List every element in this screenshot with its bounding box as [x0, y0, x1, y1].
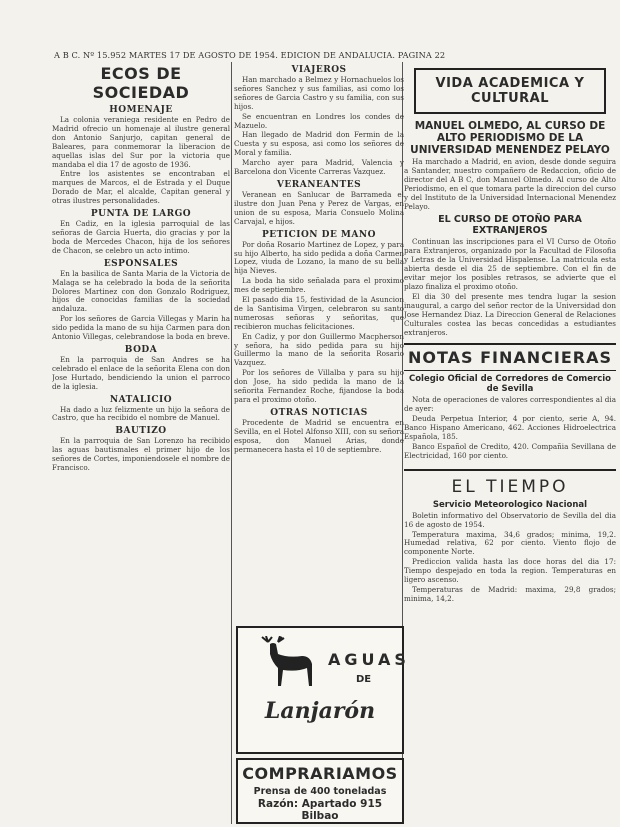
page-header: A B C. Nº 15.952 MARTES 17 DE AGOSTO DE 1954. EDICION DE ANDALUCIA. PAGINA 22 [54, 50, 446, 60]
paragraph: Deuda Perpetua Interior, 4 por ciento, serie A, 94. Banco Hispano Americano, 462. Acciones Hidroelectrica Española, 185. [404, 414, 616, 442]
paragraph: Por los señores de Garcia Villegas y Marin ha sido pedida la mano de su hija Carmen para don Antonio Villegas, celebrandose la boda en breve. [52, 314, 230, 342]
ad-headline: COMPRARIAMOS [242, 764, 398, 783]
aguas-text: AGUAS [328, 650, 410, 669]
paragraph: Por doña Rosario Martinez de Lopez, y para su hijo Alberto, ha sido pedida a doña Carmen Lopez, viuda de Lozano, la mano de su bella hija Nieves. [234, 239, 404, 276]
paragraph: Por los señores de Villalba y para su hijo don Jose, ha sido pedida la mano de la señorita Fernandez Roche, fijandose la boda para el proximo otoño. [234, 368, 404, 404]
paragraph: El dia 30 del presente mes tendra lugar la sesion inaugural, a cargo del señor rector de la Universidad don Jose Hernandez Diaz. La Direccion General de Relaciones Culturales costea las becas concedidas a estudiantes extranjeros. [404, 291, 616, 337]
paragraph: Prediccion valida hasta las doce horas del dia 17: Tiempo despejado en toda la region. Temperaturas en ligero ascenso. [404, 557, 616, 585]
paragraph: Nota de operaciones de valores correspondientes al dia de ayer: [404, 395, 616, 414]
paragraph: Ha dado a luz felizmente un hijo la señora de Castro, que ha recibido el nombre de Manuel. [52, 404, 230, 423]
subhead: BODA [124, 344, 158, 355]
subhead: VIAJEROS [291, 65, 347, 75]
subhead: ESPONSALES [103, 258, 179, 269]
paragraph: El pasado dia 15, festividad de la Asuncion de la Santisima Virgen, celebraron su santo numerosas señoras y señoritas, que recibieron muchas felicitaciones. [234, 295, 404, 331]
culture-column [404, 62, 616, 824]
paragraph: Han llegado de Madrid don Fermin de la Cuesta y su esposa, asi como los señores de Moral y familia. [234, 130, 404, 158]
comprariamos-ad [236, 758, 404, 824]
section-title: ECOS DE SOCIEDAD [92, 64, 190, 102]
travel-column [234, 62, 404, 622]
article-title: MANUEL OLMEDO, AL CURSO DE ALTO PERIODISMO DE LA UNIVERSIDAD MENENDEZ PELAYO [410, 120, 610, 156]
brand-name: Lanjarón [264, 698, 376, 724]
subhead: BAUTIZO [115, 426, 167, 437]
paragraph: Temperatura maxima, 34,6 grados; minima, 19,2. Humedad relativa, 62 por ciento. Viento flojo de componente Norte. [404, 529, 616, 557]
society-column [52, 62, 230, 824]
paragraph: En Cadiz, en la iglesia parroquial de las señoras de Garcia Huerta, dio gracias y por la boda de Mercedes Chacon, hija de los señores de Chacon, se celebro un acto intimo. [52, 219, 230, 255]
paragraph: Marcho ayer para Madrid, Valencia y Barcelona don Vicente Carreras Vazquez. [234, 158, 404, 177]
paragraph: Han marchado a Belmez y Hornachuelos los señores Sanchez y sus familias, asi como los señores de Garcia Castro y su familia, con sus hijos. [234, 75, 404, 111]
article-title: EL CURSO DE OTOÑO PARA EXTRANJEROS [438, 214, 582, 237]
paragraph: En la parroquia de San Andres se ha celebrado el enlace de la señorita Elena con don Jose Hurtado, bendiciendo la union el parroco de la iglesia. [52, 354, 230, 391]
lanjaron-ad [236, 626, 410, 754]
paragraph: Continuan las inscripciones para el VI Curso de Otoño para Extranjeros, organizado por la Facultad de Filosofia y Letras de la Universidad Hispalense. La matricula esta abierta desde el dia 25 de septiembre. Con el fin de evitar mejor los posibles retrasos, se advierte que el plazo finaliza el proximo otoño. [404, 237, 616, 291]
vida-academica-banner: VIDA ACADEMICA Y CULTURAL [414, 68, 606, 114]
paragraph: Banco Español de Credito, 420. Compañia Sevillana de Electricidad, 160 por ciento. [404, 441, 616, 460]
subhead: OTRAS NOTICIAS [270, 407, 368, 418]
subhead: VERANEANTES [276, 179, 362, 190]
notas-financieras-title: NOTAS FINANCIERAS [404, 343, 616, 371]
paragraph: Ha marchado a Madrid, en avion, desde donde seguira a Santander, nuestro compañero de Redaccion, oficio de director del A B C, don Manuel Olmedo. Al curso de Alto Periodismo, en el que tomara parte la direccion del curso y del Instituto de la Universidad Internacional Menendez Pelayo. [404, 157, 616, 211]
el-tiempo-title: EL TIEMPO [404, 469, 616, 497]
subhead: HOMENAJE [109, 105, 173, 115]
column-rule [231, 62, 232, 824]
paragraph: Procedente de Madrid se encuentra en Sevilla, en el Hotel Alfonso XIII, con su señora esposa, don Manuel Arias, donde permanecera hasta el 10 de septiembre. [234, 417, 404, 454]
ad-line: Prensa de 400 toneladas [253, 786, 387, 797]
paragraph: En la basilica de Santa Maria de la Victoria de Malaga se ha celebrado la boda de la señorita Dolores Martinez con don Gonzalo Rodriguez, hijos de conocidas familias de la sociedad andaluza. [52, 268, 230, 314]
paragraph: En Cadiz, y por don Guillermo Macpherson y señora, ha sido pedida para su hijo Guillermo la mano de la señorita Rosario Vazquez. [234, 331, 404, 368]
subhead: NATALICIO [109, 394, 173, 405]
paragraph: Temperaturas de Madrid: maxima, 29,8 grados; minima, 14,2. [404, 585, 616, 603]
subhead: PETICION DE MANO [262, 229, 376, 240]
de-text: DE [356, 674, 372, 685]
ad-line: Razón: Apartado 915 Bilbao [257, 798, 383, 822]
paragraph: Boletin informativo del Observatorio de Sevilla del dia 16 de agosto de 1954. [404, 510, 616, 529]
paragraph: La colonia veraniega residente en Pedro de Madrid ofrecio un homenaje al ilustre general don Antonio Sanjurjo, capitan general de Baleares, para conmemorar la liberacion de aquellas islas del Sur por la victoria que mandaba el dia 17 de agosto de 1936. [52, 115, 230, 169]
paragraph: Se encuentran en Londres los condes de Mazuelo. [234, 111, 404, 130]
paragraph: Entre los asistentes se encontraban el marques de Marcos, el de Estrada y el Duque Dorado de Mar, el alcalde, Capitan general y otras ilustres personalidades. [52, 169, 230, 206]
subhead: PUNTA DE LARGO [90, 209, 192, 220]
paragraph: La boda ha sido señalada para el proximo mes de septiembre. [234, 276, 404, 295]
paragraph: Veranean en Sanlucar de Barrameda el ilustre don Juan Pena y Perez de Vargas, en union de su esposa, Maria Consuelo Molina Carvajal, e hijos. [234, 189, 404, 226]
paragraph: En la parroquia de San Lorenzo ha recibido las aguas bautismales el primer hijo de los señores de Cortes, imponiendosele el nombre de Francisco. [52, 436, 230, 473]
colegio-title: Colegio Oficial de Corredores de Comercio de Sevilla [408, 374, 612, 395]
deer-icon [248, 636, 320, 698]
servicio-title: Servicio Meteorologico Nacional [432, 499, 588, 510]
